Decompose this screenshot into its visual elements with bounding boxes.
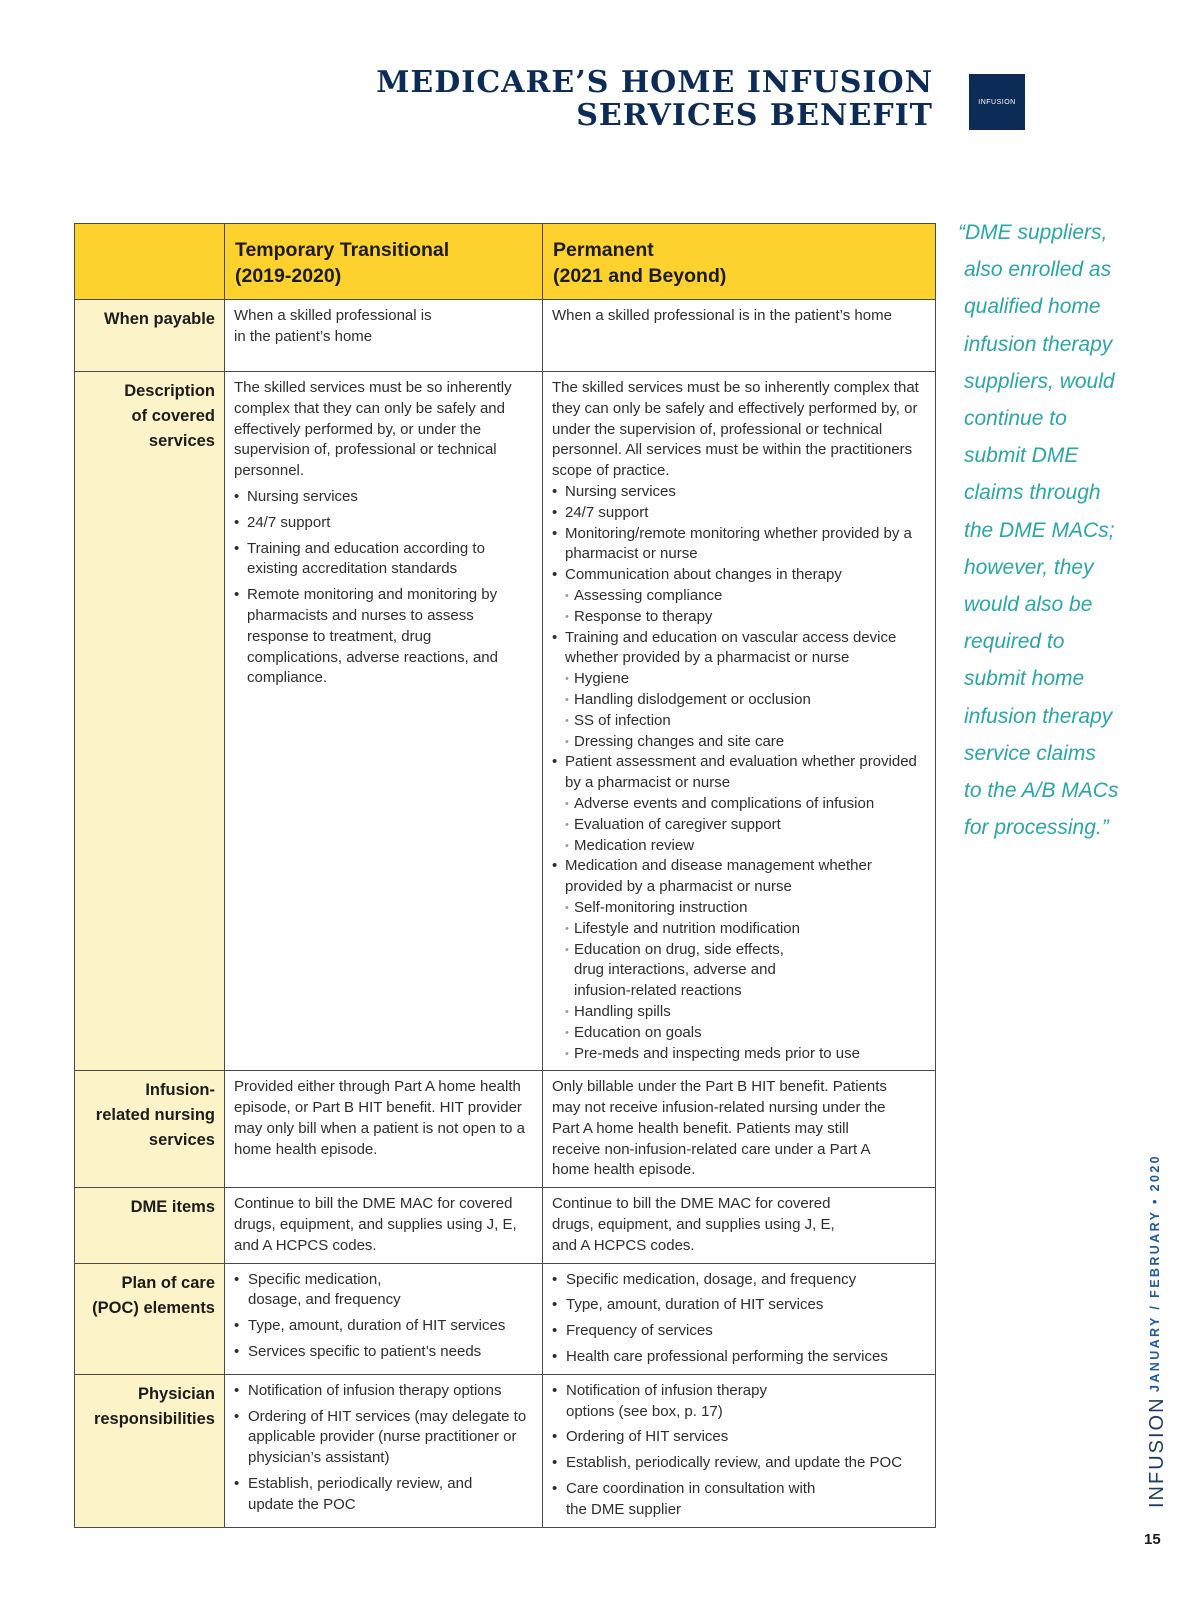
list-item: • Frequency of services bbox=[552, 1321, 927, 1342]
sub-list-item: • Evaluation of caregiver support bbox=[565, 815, 927, 836]
quote-line: submit DME bbox=[964, 444, 1079, 468]
list-item-text: Communication about changes in therapy bbox=[565, 566, 842, 584]
sub-list-item: • Adverse events and complications of infusion bbox=[565, 794, 927, 815]
list-item-text: Patient assessment and evaluation whether provided by a pharmacist or nurse bbox=[565, 753, 917, 792]
list-item: • Nursing services bbox=[552, 482, 927, 503]
quote-line: would also be bbox=[964, 593, 1093, 617]
table-row bbox=[75, 1071, 936, 1188]
list-item: • Type, amount, duration of HIT services bbox=[552, 1295, 927, 1316]
table-row bbox=[75, 1188, 936, 1263]
page-title-line1: MEDICARE’S HOME INFUSION bbox=[376, 65, 933, 100]
list-item: • Care coordination in consultation with the DME supplier bbox=[552, 1479, 927, 1521]
sub-list-item: • Pre-meds and inspecting meds prior to use bbox=[565, 1044, 927, 1065]
row-label-nursing bbox=[75, 1071, 225, 1188]
row-label-text: When payable bbox=[104, 310, 215, 328]
header-permanent-line1: Permanent bbox=[553, 239, 654, 261]
sub-list bbox=[565, 794, 927, 856]
list-item: • Health care professional performing the services bbox=[552, 1347, 927, 1368]
when-payable-permanent: When a skilled professional is in the patient’s home bbox=[543, 300, 936, 372]
quote-line: “DME suppliers, bbox=[958, 221, 1108, 244]
sub-list-item: • Medication review bbox=[565, 836, 927, 857]
row-label-physician bbox=[75, 1374, 225, 1527]
quote-line: however, they bbox=[964, 555, 1094, 579]
list-item: • Services specific to patient’s needs bbox=[234, 1342, 534, 1363]
quote-line: continue to bbox=[964, 407, 1067, 431]
sub-list-item: • Hygiene bbox=[565, 669, 927, 690]
row-label-text: related nursing bbox=[95, 1106, 215, 1125]
sub-list bbox=[565, 669, 927, 752]
list-item: • Establish, periodically review, and update the POC bbox=[234, 1474, 534, 1516]
row-label-text: services bbox=[148, 1131, 215, 1150]
row-label-text: responsibilities bbox=[93, 1409, 215, 1428]
list-item: • Training and education according to existing accreditation standards bbox=[234, 539, 514, 581]
row-label-text: Physician bbox=[137, 1384, 215, 1403]
row-label-poc bbox=[75, 1263, 225, 1374]
description-permanent-intro: The skilled services must be so inherently complex that they can only be safely and effectively performed by, or under the supervision of, professional or technical personnel. All services must be within the practitioners scope of practice. bbox=[552, 379, 919, 480]
header-temporary-line1: Temporary Transitional bbox=[235, 239, 450, 261]
list-item: • Monitoring/remote monitoring whether provided by a pharmacist or nurse bbox=[552, 524, 927, 566]
list-item-text: Medication and disease management whether provided by a pharmacist or nurse bbox=[565, 857, 872, 896]
sub-list-item: • Self-monitoring instruction bbox=[565, 898, 927, 919]
physician-permanent bbox=[543, 1374, 936, 1527]
dme-temporary: Continue to bill the DME MAC for covered drugs, equipment, and supplies using J, E, and A HCPCS codes. bbox=[225, 1188, 543, 1263]
sub-list-item: • Handling spills bbox=[565, 1002, 927, 1023]
quote-line: claims through bbox=[964, 481, 1101, 505]
list-item: • Remote monitoring and monitoring by pharmacists and nurses to assess response to treatment, drug complications, adverse reactions, and compliance. bbox=[234, 585, 514, 689]
table-row bbox=[75, 1263, 936, 1374]
table-row bbox=[75, 1374, 936, 1527]
quote-line: for processing.” bbox=[964, 816, 1109, 840]
poc-permanent-list bbox=[552, 1270, 927, 1368]
row-label-text: Description bbox=[124, 382, 215, 400]
sub-list-item: • Handling dislodgement or occlusion bbox=[565, 690, 927, 711]
quote-line: infusion therapy bbox=[964, 332, 1113, 356]
quote-line: submit home bbox=[964, 667, 1085, 691]
row-label-dme bbox=[75, 1188, 225, 1263]
list-item: • 24/7 support bbox=[234, 513, 514, 534]
description-permanent bbox=[543, 372, 936, 1071]
quote-line: service claims bbox=[964, 741, 1096, 765]
logo-text: INFUSION bbox=[978, 98, 1016, 106]
list-item: • Ordering of HIT services bbox=[552, 1427, 927, 1448]
poc-permanent bbox=[543, 1263, 936, 1374]
table-row bbox=[75, 372, 936, 1071]
description-temporary-list bbox=[234, 487, 514, 689]
quote-line: suppliers, would bbox=[964, 369, 1115, 393]
issue-date: JANUARY / FEBRUARY • 2020 bbox=[1148, 1153, 1162, 1392]
table-header-row bbox=[75, 224, 936, 300]
magazine-brand: INFUSION bbox=[1146, 1396, 1168, 1508]
description-temporary bbox=[225, 372, 543, 1071]
list-item: • Specific medication, dosage, and frequency bbox=[552, 1270, 927, 1291]
list-item: • Nursing services bbox=[234, 487, 514, 508]
sub-list-item: • Lifestyle and nutrition modification bbox=[565, 919, 927, 940]
physician-permanent-list bbox=[552, 1381, 927, 1521]
row-label-text: Infusion- bbox=[145, 1081, 215, 1100]
row-label-when-payable bbox=[75, 300, 225, 372]
page-number: 15 bbox=[1144, 1531, 1161, 1548]
description-permanent-list bbox=[552, 482, 927, 1064]
sub-list bbox=[565, 898, 927, 1064]
row-label-description bbox=[75, 372, 225, 1071]
quote-line: to the A/B MACs bbox=[964, 779, 1119, 803]
quote-line: infusion therapy bbox=[964, 704, 1113, 728]
quote-line: qualified home bbox=[964, 295, 1101, 319]
header-temporary-line2: (2019-2020) bbox=[235, 265, 342, 287]
quote-line: also enrolled as bbox=[964, 258, 1112, 282]
sub-list-item: • Dressing changes and site care bbox=[565, 732, 927, 753]
list-item: • Ordering of HIT services (may delegate to applicable provider (nurse practitioner or physician’s assistant) bbox=[234, 1407, 534, 1469]
row-label-text: Plan of care bbox=[121, 1273, 215, 1292]
header-permanent-line2: (2021 and Beyond) bbox=[553, 265, 727, 287]
row-label-text: of covered bbox=[131, 407, 215, 425]
poc-temporary bbox=[225, 1263, 543, 1374]
sub-list-item: • Response to therapy bbox=[565, 607, 927, 628]
list-item: • Specific medication, dosage, and frequency bbox=[234, 1270, 534, 1312]
sub-list-item: • Education on goals bbox=[565, 1023, 927, 1044]
row-label-text: DME items bbox=[130, 1198, 215, 1217]
page-title-line2: SERVICES BENEFIT bbox=[576, 98, 933, 133]
list-item: • Notification of infusion therapy options (see box, p. 17) bbox=[552, 1381, 927, 1423]
list-item: • 24/7 support bbox=[552, 503, 927, 524]
list-item bbox=[552, 856, 927, 1064]
physician-temporary-list bbox=[234, 1381, 534, 1516]
list-item: • Notification of infusion therapy options bbox=[234, 1381, 534, 1402]
row-label-text: (POC) elements bbox=[92, 1298, 215, 1317]
sub-list bbox=[565, 586, 927, 628]
header-blank-cell bbox=[75, 224, 225, 300]
quote-line: required to bbox=[964, 630, 1065, 654]
table-row bbox=[75, 300, 936, 372]
sub-list-item: • Education on drug, side effects, drug interactions, adverse and infusion-related reactions bbox=[565, 940, 927, 1002]
dme-permanent: Continue to bill the DME MAC for covered drugs, equipment, and supplies using J, E, and A HCPCS codes. bbox=[543, 1188, 936, 1263]
list-item bbox=[552, 752, 927, 856]
when-payable-temporary: When a skilled professional is in the patient’s home bbox=[225, 300, 543, 372]
sub-list-item: • Assessing compliance bbox=[565, 586, 927, 607]
poc-temporary-list bbox=[234, 1270, 534, 1363]
pull-quote bbox=[958, 214, 1134, 846]
nursing-temporary: Provided either through Part A home health episode, or Part B HIT benefit. HIT provider may only bill when a patient is not open to a home health episode. bbox=[225, 1071, 543, 1188]
list-item bbox=[552, 628, 927, 753]
page-title bbox=[376, 66, 933, 132]
list-item: • Type, amount, duration of HIT services bbox=[234, 1316, 534, 1337]
list-item bbox=[552, 565, 927, 627]
header-temporary bbox=[225, 224, 543, 300]
sub-list-item: • SS of infection bbox=[565, 711, 927, 732]
list-item-text: Training and education on vascular access device whether provided by a pharmacist or nurse bbox=[565, 628, 897, 667]
header-permanent bbox=[543, 224, 936, 300]
nursing-permanent: Only billable under the Part B HIT benefit. Patients may not receive infusion-related nursing under the Part A home health benefit. Patients may still receive non-infusion-related care under a Part A home health episode. bbox=[543, 1071, 936, 1188]
physician-temporary bbox=[225, 1374, 543, 1527]
benefit-comparison-table bbox=[74, 223, 936, 1528]
description-temporary-intro: The skilled services must be so inherently complex that they can only be safely and effectively performed by, or under the supervision of, professional or technical personnel. bbox=[234, 379, 512, 480]
list-item: • Establish, periodically review, and update the POC bbox=[552, 1453, 927, 1474]
row-label-text: services bbox=[148, 432, 215, 450]
infusion-logo bbox=[969, 74, 1025, 130]
quote-line: the DME MACs; bbox=[964, 518, 1115, 542]
